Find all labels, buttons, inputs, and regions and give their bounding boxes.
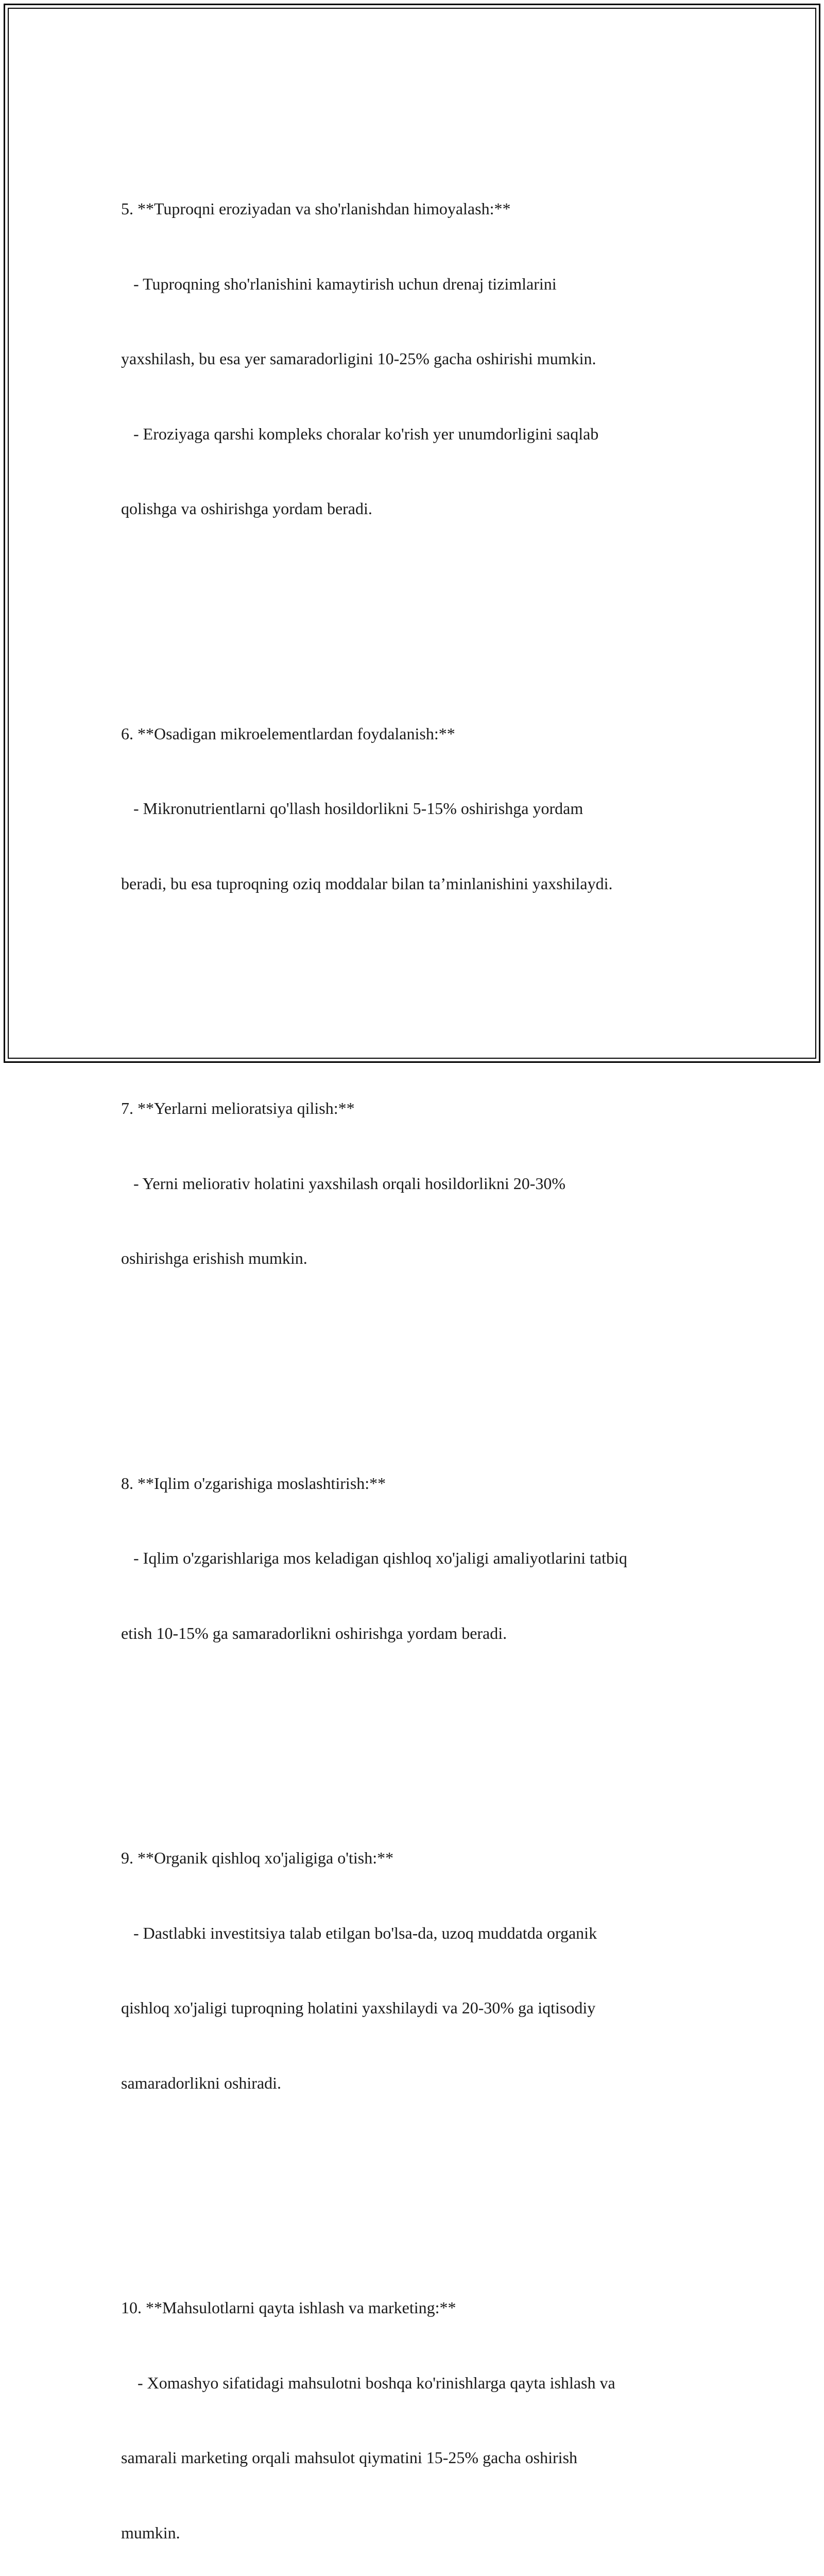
- text-line: mumkin.: [121, 2523, 180, 2542]
- text-line: - Xomashyo sifatidagi mahsulotni boshqa ko'rinishlarga qayta ishlash va: [121, 2373, 615, 2392]
- text-line: - Dastlabki investitsiya talab etilgan bo'lsa-da, uzoq muddatda organik: [121, 1923, 597, 1942]
- section-climate-adaptation: [121, 1421, 708, 1696]
- section-heading: 6. **Osadigan mikroelementlardan foydalanish:**: [121, 724, 455, 743]
- text-line: qolishga va oshirishga yordam beradi.: [121, 499, 372, 518]
- section-melioration: [121, 1046, 708, 1321]
- section-processing-marketing: [121, 2245, 708, 2576]
- section-heading: 5. **Tuproqni eroziyadan va sho'rlanishdan himoyalash:**: [121, 199, 511, 218]
- text-line: - Tuproqning sho'rlanishini kamaytirish uchun drenaj tizimlarini: [121, 274, 557, 293]
- text-line: yaxshilash, bu esa yer samaradorligini 10-25% gacha oshirishi mumkin.: [121, 349, 596, 368]
- section-heading: 9. **Organik qishloq xo'jaligiga o'tish:**: [121, 1849, 394, 1867]
- text-line: samarali marketing orqali mahsulot qiymatini 15-25% gacha oshirish: [121, 2448, 578, 2467]
- section-heading: 8. **Iqlim o'zgarishiga moslashtirish:**: [121, 1473, 386, 1493]
- text-line: oshirishga erishish mumkin.: [121, 1249, 307, 1267]
- section-heading: 7. **Yerlarni melioratsiya qilish:**: [121, 1099, 355, 1117]
- section-soil-protection: [121, 146, 708, 571]
- text-line: qishloq xo'jaligi tuproqning holatini yaxshilaydi va 20-30% ga iqtisodiy: [121, 1998, 596, 2017]
- document-body: [121, 96, 708, 2576]
- section-heading: 10. **Mahsulotlarni qayta ishlash va marketing:**: [121, 2298, 456, 2317]
- text-line: - Eroziyaga qarshi kompleks choralar ko'rish yer unumdorligini saqlab: [121, 424, 599, 443]
- section-organic-farming: [121, 1795, 708, 2145]
- text-line: samaradorlikni oshiradi.: [121, 2073, 282, 2092]
- text-line: - Iqlim o'zgarishlariga mos keladigan qishloq xo'jaligi amaliyotlarini tatbiq: [121, 1549, 627, 1567]
- text-line: - Yerni meliorativ holatini yaxshilash orqali hosildorlikni 20-30%: [121, 1174, 566, 1193]
- section-microelements: [121, 671, 708, 946]
- text-line: - Mikronutrientlarni qo'llash hosildorlikni 5-15% oshirishga yordam: [121, 799, 583, 818]
- text-line: beradi, bu esa tuproqning oziq moddalar bilan ta’minlanishini yaxshilaydi.: [121, 874, 613, 893]
- text-line: etish 10-15% ga samaradorlikni oshirishga yordam beradi.: [121, 1623, 507, 1642]
